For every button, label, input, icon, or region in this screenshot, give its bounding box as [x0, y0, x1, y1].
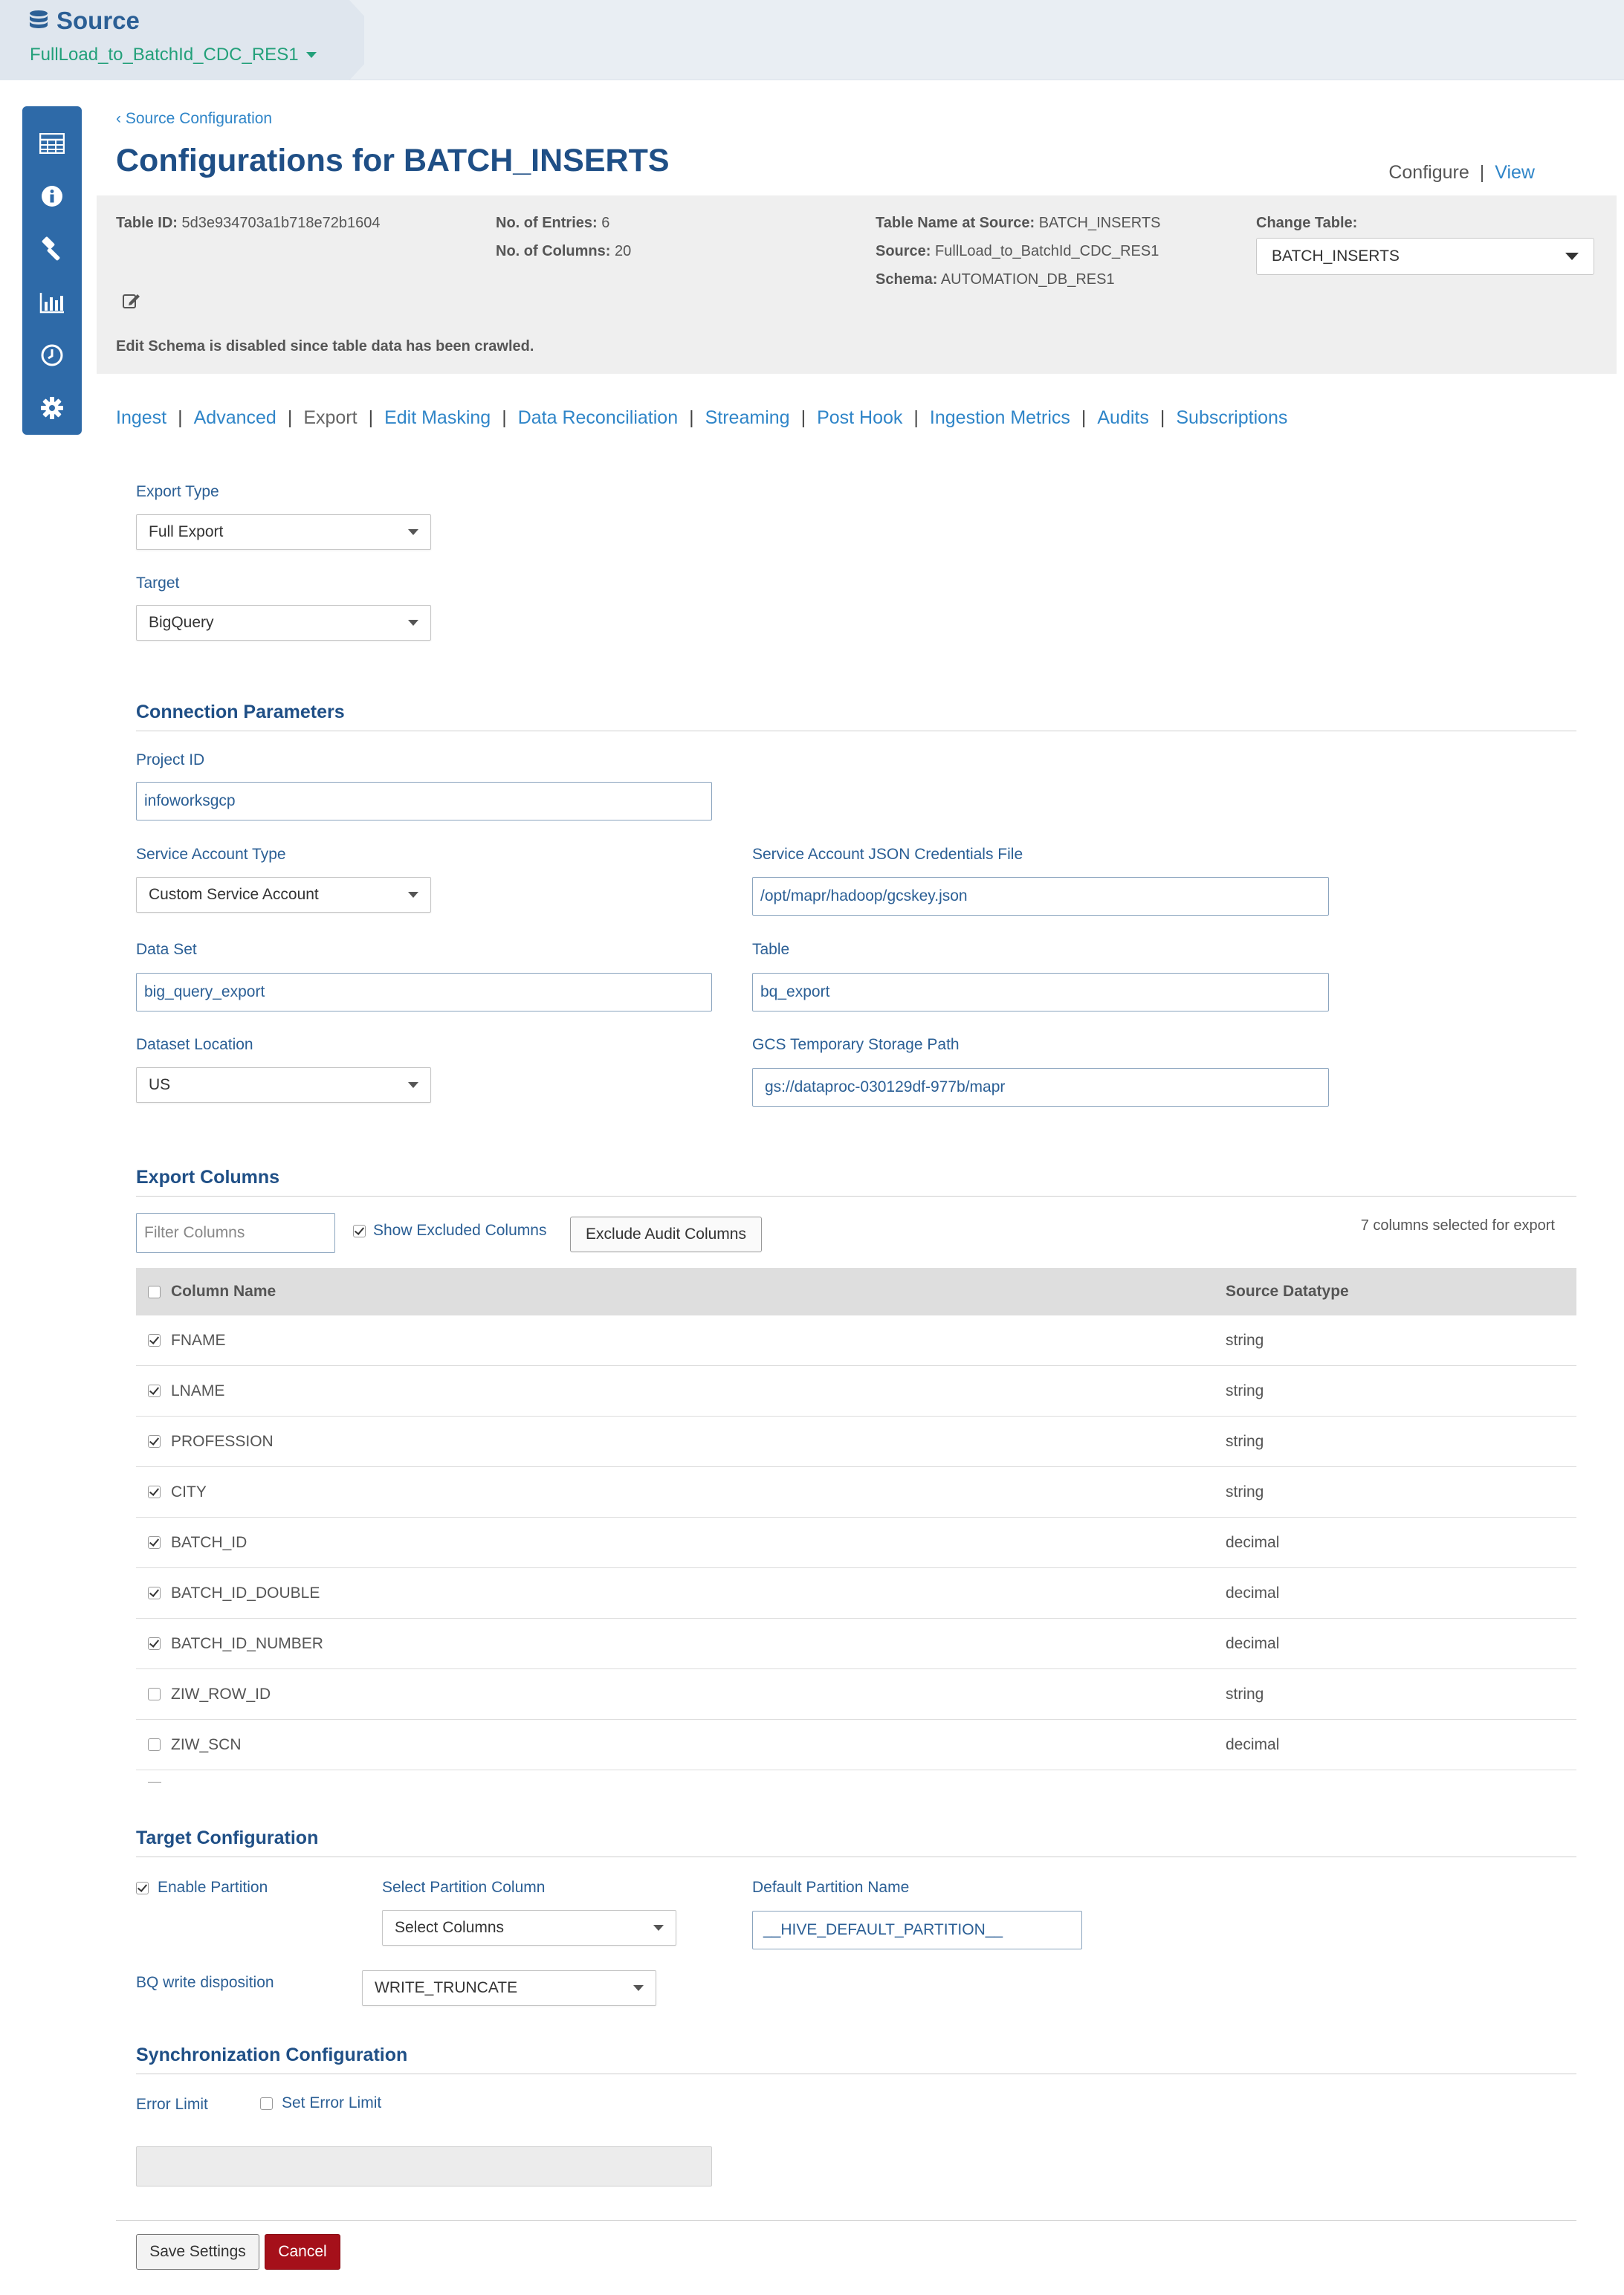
gcs-path-label: GCS Temporary Storage Path: [752, 1036, 960, 1053]
columns-label: No. of Columns:: [496, 243, 611, 259]
enable-partition-checkbox[interactable]: [136, 1882, 149, 1894]
columns-value: 20: [615, 243, 632, 259]
sidebar-item-metrics[interactable]: [22, 276, 82, 328]
divider: |: [1479, 162, 1485, 183]
column-name-cell: [136, 1433, 1226, 1451]
tab-subscriptions[interactable]: Subscriptions: [1176, 407, 1288, 428]
gcs-path-input[interactable]: gs://dataproc-030129df-977b/mapr: [752, 1068, 1329, 1107]
column-name-cell: [136, 1332, 1226, 1350]
tab-separator: |: [502, 407, 507, 428]
project-id-input[interactable]: infoworksgcp: [136, 782, 712, 820]
column-select-checkbox[interactable]: [148, 1334, 161, 1347]
table-row: [136, 1518, 1576, 1568]
entries-row: [496, 209, 609, 237]
export-columns-table: [136, 1268, 1576, 1793]
enable-partition-label: Enable Partition: [158, 1879, 268, 1896]
export-type-select[interactable]: [136, 514, 431, 550]
select-partition-column-label: Select Partition Column: [382, 1879, 546, 1896]
source-label: Source:: [876, 243, 931, 259]
project-id-label: Project ID: [136, 751, 205, 768]
filter-columns-input[interactable]: [136, 1213, 335, 1253]
edit-schema-note: Edit Schema is disabled since table data has been crawled.: [116, 338, 534, 355]
source-title-text: Source: [56, 7, 140, 34]
json-credentials-input[interactable]: /opt/mapr/hadoop/gcskey.json: [752, 877, 1329, 916]
column-select-checkbox[interactable]: [148, 1385, 161, 1397]
enable-partition-toggle[interactable]: [136, 1879, 268, 1897]
set-error-limit-label: Set Error Limit: [282, 2094, 382, 2111]
table-more-indicator: —: [148, 1773, 161, 1789]
export-columns-heading: Export Columns: [136, 1167, 1576, 1197]
column-name: ZIW_ROW_ID: [171, 1685, 271, 1703]
source-datatype: string: [1226, 1483, 1264, 1501]
synchronization-configuration-heading: Synchronization Configuration: [136, 2045, 1576, 2074]
column-name-cell: [136, 1483, 1226, 1501]
change-table-label: [1256, 209, 1357, 237]
bq-write-disposition-select[interactable]: [362, 1970, 656, 2006]
tab-streaming[interactable]: Streaming: [705, 407, 790, 428]
target-label: Target: [136, 574, 180, 592]
column-name-cell: [136, 1585, 1226, 1602]
entries-label: No. of Entries:: [496, 215, 598, 231]
tab-ingestion-metrics[interactable]: Ingestion Metrics: [929, 407, 1070, 428]
tab-separator: |: [287, 407, 293, 428]
error-limit-input[interactable]: [136, 2146, 712, 2186]
target-value: BigQuery: [149, 614, 214, 631]
source-datatype: string: [1226, 1685, 1264, 1703]
column-select-checkbox[interactable]: [148, 1435, 161, 1448]
tab-export[interactable]: Export: [303, 407, 358, 428]
service-account-type-value: Custom Service Account: [149, 886, 319, 903]
table-header: [136, 1268, 1576, 1315]
table-row: [136, 1417, 1576, 1467]
default-partition-name-label: Default Partition Name: [752, 1879, 910, 1896]
set-error-limit-checkbox[interactable]: [260, 2097, 273, 2110]
error-limit-label: Error Limit: [136, 2096, 208, 2113]
config-tabs: [116, 407, 1287, 429]
column-select-checkbox[interactable]: [148, 1486, 161, 1498]
column-name: ZIW_SCN: [171, 1735, 242, 1753]
caret-down-icon: [408, 620, 418, 626]
connection-parameters-heading: Connection Parameters: [136, 702, 1576, 731]
export-type-label: Export Type: [136, 483, 219, 500]
back-link-source-configuration[interactable]: ‹ Source Configuration: [116, 110, 273, 127]
sidebar-item-tables[interactable]: [22, 117, 82, 169]
dataset-location-select[interactable]: [136, 1067, 431, 1103]
select-partition-column-select[interactable]: [382, 1910, 676, 1946]
table-row: [136, 1315, 1576, 1366]
source-datatype-header: Source Datatype: [1226, 1283, 1349, 1300]
clock-icon: [40, 343, 64, 367]
source-name-dropdown[interactable]: [30, 42, 317, 68]
column-name: BATCH_ID: [171, 1533, 248, 1551]
column-name-cell: [136, 1635, 1226, 1653]
tab-separator: |: [1159, 407, 1165, 428]
tab-advanced[interactable]: Advanced: [193, 407, 276, 428]
column-name-cell: [136, 1736, 1226, 1754]
schema-value: AUTOMATION_DB_RES1: [940, 271, 1115, 288]
table-label: Table: [752, 941, 790, 958]
footer-divider: [116, 2220, 1576, 2221]
change-table-label-text: Change Table:: [1256, 215, 1358, 231]
json-credentials-label: Service Account JSON Credentials File: [752, 846, 1023, 863]
tab-separator: |: [800, 407, 806, 428]
source-title: [28, 6, 140, 36]
show-excluded-toggle[interactable]: [353, 1222, 546, 1240]
column-name-cell: [136, 1686, 1226, 1703]
caret-down-icon: [408, 529, 418, 535]
table-row: [136, 1467, 1576, 1518]
tab-data-reconciliation[interactable]: Data Reconciliation: [517, 407, 679, 428]
chevron-down-icon: [306, 52, 317, 58]
dataset-location-value: US: [149, 1076, 171, 1093]
info-icon: [41, 185, 63, 207]
schema-row: [876, 265, 1115, 294]
export-type-value: Full Export: [149, 523, 224, 540]
database-icon: [28, 10, 49, 32]
show-excluded-checkbox[interactable]: [353, 1225, 366, 1237]
source-datatype: string: [1226, 1432, 1264, 1450]
gear-icon: [40, 396, 64, 420]
bar-chart-icon: [39, 291, 65, 314]
source-datatype: decimal: [1226, 1584, 1280, 1602]
source-value: FullLoad_to_BatchId_CDC_RES1: [935, 243, 1159, 259]
dataset-location-label: Dataset Location: [136, 1036, 253, 1053]
tab-ingest[interactable]: Ingest: [116, 407, 167, 428]
caret-down-icon: [633, 1985, 644, 1991]
change-table-value: BATCH_INSERTS: [1272, 247, 1400, 265]
sidebar-item-info[interactable]: [22, 169, 82, 222]
change-table-select[interactable]: [1256, 238, 1594, 275]
configure-link[interactable]: Configure: [1388, 162, 1469, 183]
caret-down-icon: [653, 1925, 664, 1931]
source-datatype: decimal: [1226, 1634, 1280, 1652]
source-datatype: decimal: [1226, 1735, 1280, 1753]
dataset-input[interactable]: big_query_export: [136, 973, 712, 1011]
table-info-panel: [97, 195, 1617, 374]
schema-label: Schema:: [876, 271, 938, 288]
table-input[interactable]: bq_export: [752, 973, 1329, 1011]
column-name-header-text: Column Name: [171, 1283, 276, 1300]
entries-value: 6: [601, 215, 610, 231]
tab-separator: |: [368, 407, 374, 428]
bq-write-disposition-value: WRITE_TRUNCATE: [375, 1979, 518, 1996]
tab-post-hook[interactable]: Post Hook: [817, 407, 903, 428]
column-name: FNAME: [171, 1331, 226, 1349]
column-name: BATCH_ID_NUMBER: [171, 1634, 323, 1652]
service-account-type-select[interactable]: [136, 877, 431, 913]
select-partition-column-value: Select Columns: [395, 1919, 505, 1936]
service-account-type-label: Service Account Type: [136, 846, 286, 863]
table-row: [136, 1669, 1576, 1720]
caret-down-icon: [408, 892, 418, 898]
caret-down-icon: [408, 1082, 418, 1088]
sidebar-item-build[interactable]: [22, 223, 82, 276]
column-name: PROFESSION: [171, 1432, 274, 1450]
cancel-button[interactable]: Cancel: [265, 2234, 340, 2270]
bq-write-disposition-label: BQ write disposition: [136, 1974, 274, 1991]
dataset-label: Data Set: [136, 941, 197, 958]
filter-columns-placeholder: Filter Columns: [144, 1224, 245, 1241]
column-name-cell: [136, 1382, 1226, 1400]
column-select-checkbox[interactable]: [148, 1536, 161, 1549]
column-name: LNAME: [171, 1382, 225, 1399]
tab-edit-masking[interactable]: Edit Masking: [384, 407, 491, 428]
view-link[interactable]: View: [1495, 162, 1535, 183]
column-select-checkbox[interactable]: [148, 1738, 161, 1751]
hammer-icon: [39, 236, 65, 262]
table-id-label: Table ID:: [116, 215, 178, 231]
table-body: [136, 1315, 1576, 1770]
default-partition-name-input[interactable]: __HIVE_DEFAULT_PARTITION__: [752, 1911, 1082, 1949]
column-select-checkbox[interactable]: [148, 1587, 161, 1599]
table-name-value: BATCH_INSERTS: [1038, 215, 1161, 231]
tab-separator: |: [1081, 407, 1087, 428]
tab-separator: |: [913, 407, 919, 428]
column-select-checkbox[interactable]: [148, 1637, 161, 1650]
caret-down-icon: [1565, 253, 1579, 260]
table-row: [136, 1568, 1576, 1619]
select-all-checkbox[interactable]: [148, 1286, 161, 1298]
table-row: [136, 1619, 1576, 1669]
tab-separator: |: [689, 407, 694, 428]
configure-view-switch: [1388, 162, 1535, 184]
column-name: CITY: [171, 1483, 207, 1501]
table-id-row: [116, 209, 380, 237]
sidebar-item-history[interactable]: [22, 328, 82, 381]
target-configuration-heading: Target Configuration: [136, 1828, 1576, 1857]
column-name-header: [136, 1283, 1226, 1301]
table-name-row: [876, 209, 1160, 237]
save-settings-button[interactable]: Save Settings: [136, 2234, 259, 2270]
sidebar-nav: [22, 106, 82, 435]
source-datatype: decimal: [1226, 1533, 1280, 1551]
tab-separator: |: [178, 407, 183, 428]
column-name-cell: [136, 1534, 1226, 1552]
table-name-label: Table Name at Source:: [876, 215, 1035, 231]
table-icon: [39, 133, 65, 154]
edit-icon: [122, 292, 141, 310]
table-row: [136, 1720, 1576, 1770]
show-excluded-label: Show Excluded Columns: [373, 1222, 547, 1239]
source-datatype: string: [1226, 1331, 1264, 1349]
source-name-text: FullLoad_to_BatchId_CDC_RES1: [30, 45, 299, 65]
top-bar: [0, 0, 1624, 80]
tab-audits[interactable]: Audits: [1097, 407, 1149, 428]
column-name: BATCH_ID_DOUBLE: [171, 1584, 320, 1602]
edit-schema-button[interactable]: [122, 292, 141, 314]
column-select-checkbox[interactable]: [148, 1688, 161, 1700]
set-error-limit-toggle[interactable]: [260, 2094, 381, 2112]
sidebar-item-settings[interactable]: [22, 382, 82, 435]
table-id-value: 5d3e934703a1b718e72b1604: [181, 215, 381, 231]
source-row: [876, 237, 1159, 265]
page-title: Configurations for BATCH_INSERTS: [116, 143, 670, 178]
target-select[interactable]: [136, 605, 431, 641]
columns-row: [496, 237, 631, 265]
table-row: [136, 1366, 1576, 1417]
source-datatype: string: [1226, 1382, 1264, 1399]
exclude-audit-columns-button[interactable]: Exclude Audit Columns: [570, 1217, 762, 1252]
columns-selected-count: 7 columns selected for export: [1360, 1217, 1555, 1234]
